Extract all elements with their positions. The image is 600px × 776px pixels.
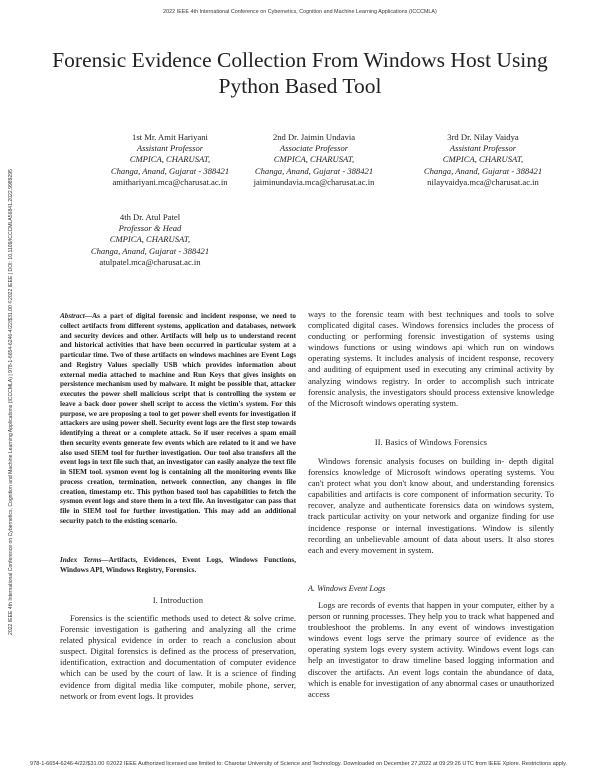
author-place: Changa, Anand, Gujarat - 388421	[423, 165, 543, 176]
abstract-text: As a part of digital forensic and incident response, we need to collect artifacts from different systems, application and databases, network and security devices and other. Artifacts will help us to understand recent and historical activities that have been occurred in particular system at a particular time. Two of these artifacts on windows machines are Event Logs and Registry Values specially USB which provides information about external media attached to machine and Run Keys that gives insights on persistence mechanism used by malware. It might be possible that, attacker executes the power shell malicious script that is controlling the system or leave a back door power shell script to access the victim's system. For this purpose, we are proposing a tool to get power shell events for investigation if attackers are using power shell. Security event logs are the first step towards identifying a threat or a complete attack. So if user receives a spam email then security events generate few events which are related to it and we have also used SIEM tool for further investigation. Our tool also transfers all the event logs in text file such that, an investigator can easily analyze the text file in SIEM tool. sysmon event log is containing all the monitoring events like process creation, termination, network connection, any changes in file creation, timestamp etc. This python based tool has capabilities to fetch the sysmon event logs and store them in a text file. An investigator can pass that file in SIEM tool for further investigation. This may add an additional security patch to the existing scenario.	[60, 312, 296, 525]
author-email[interactable]: jaiminundavia.mca@charusat.ac.in	[253, 176, 375, 187]
author-dept: CMPICA, CHARUSAT,	[442, 154, 524, 165]
section-heading-basics: II. Basics of Windows Forensics	[374, 438, 488, 447]
author-email[interactable]: amithariyani.mca@charusat.ac.in	[112, 176, 228, 187]
author-dept: CMPICA, CHARUSAT,	[273, 154, 355, 165]
section-heading-introduction: I. Introduction	[152, 596, 204, 605]
basics-paragraph: Windows forensic analysis focuses on building in- depth digital forensics knowledge of Microsoft windows operating systems. You can't protect what you don't know about, and understanding forensics capabilities and artifacts is core component of information security. To recover, analyze and authenticate forensics data on windows system, track particular activity on your network and organize finding for use incidence response or internal investigations. Window is silently recording an unbelievable amount of data about users. It also stores each and every movement in system.	[308, 456, 554, 555]
paper-title: Forensic Evidence Collection From Windows Host Using Python Based Tool	[52, 48, 548, 98]
author-role: Assistant Professor	[449, 143, 517, 154]
index-terms	[60, 556, 296, 576]
author-name: 2nd Dr. Jaimin Undavia	[272, 132, 356, 142]
footer-notice: 978-1-6654-6246-4/22/$31.00 ©2022 IEEE Authorized licensed use limited to: Charotar University of Science and Technology. Downloaded on December 27,2022 at 09:29:26 UTC from IEEE Xplore. Restrictions apply.	[30, 761, 568, 767]
abstract	[60, 312, 296, 527]
event-logs-paragraph: Logs are records of events that happen in your computer, either by a person or running processes. They help you to track what happened and troubleshoot the problems. In any event of windows investigation windows event logs serve the primary source of evidence as the operating system logs every system activity. Windows event logs can help an investigator to draw timeline based logging information and discover the artifacts. An event logs contain the abundance of data, which is enable for investigation of any abnormal cases or unauthorized access	[308, 600, 554, 699]
author-name: 1st Mr. Amit Hariyani	[132, 132, 208, 142]
author-block	[90, 132, 250, 188]
author-place: Changa, Anand, Gujarat - 388421	[254, 165, 374, 176]
side-strip-text: 2022 IEEE 4th International Conference on Cybernetics, Cognition and Machine Learning Applications (ICCCMLA) | 978-1-6654-6246-4/22/$31.00 ©2022 IEEE | DOI: 10.1109/ICCCMLA56841.2022.9989295	[8, 169, 14, 635]
author-dept: CMPICA, CHARUSAT,	[109, 234, 191, 245]
author-role: Associate Professor	[279, 143, 349, 154]
author-block	[403, 132, 563, 188]
author-place: Changa, Anand, Gujarat - 388421	[90, 245, 210, 256]
author-place: Changa, Anand, Gujarat - 388421	[110, 165, 230, 176]
author-role: Assistant Professor	[136, 143, 204, 154]
conference-header: 2022 IEEE 4th International Conference on Cybernetics, Cognition and Machine Learning Applications (ICCCMLA)	[163, 9, 437, 15]
author-role: Professor & Head	[118, 223, 182, 234]
author-email[interactable]: atulpatel.mca@charusat.ac.in	[99, 256, 201, 267]
author-block	[70, 212, 230, 268]
side-strip	[6, 46, 16, 758]
author-block	[234, 132, 394, 188]
author-name: 4th Dr. Atul Patel	[119, 212, 181, 222]
author-name: 3rd Dr. Nilay Vaidya	[447, 132, 519, 142]
author-email[interactable]: nilayvaidya.mca@charusat.ac.in	[427, 176, 539, 187]
right-column-paragraph: ways to the forensic team with best techniques and tools to solve complicated digital cases. Windows forensics includes the process of conducting or performing forensic investigation of systems using windows functions or using windows api which run on windows operating systems. It includes analysis of incident response, recovery and auditing of equipment used in executing any criminal activity by analyzing windows registry. In order to accomplish such intricate forensic analysis, the investigators should process extensive knowledge of the Microsoft windows operating system.	[308, 309, 554, 408]
introduction-paragraph: Forensics is the scientific methods used to detect & solve crime. Forensic investigation is gathering and analyzing all the crime related physical evidence in order to reach a conclusion about suspect. Digital forensics is defined as the process of preservation, identification, extraction and documentation of computer evidence which can be used by the court of law. It is a science of finding evidence from digital media like computer, mobile phone, server, network or from event logs. It provides	[60, 613, 296, 701]
abstract-lead: Abstract—	[60, 312, 92, 320]
author-dept: CMPICA, CHARUSAT,	[129, 154, 211, 165]
index-terms-lead: Index Terms—	[60, 556, 109, 564]
index-terms-text: Artifacts, Evidences, Event Logs, Windows Functions, Windows API, Windows Registry, Forensics.	[60, 556, 296, 574]
subsection-heading-event-logs: A. Windows Event Logs	[308, 584, 386, 593]
